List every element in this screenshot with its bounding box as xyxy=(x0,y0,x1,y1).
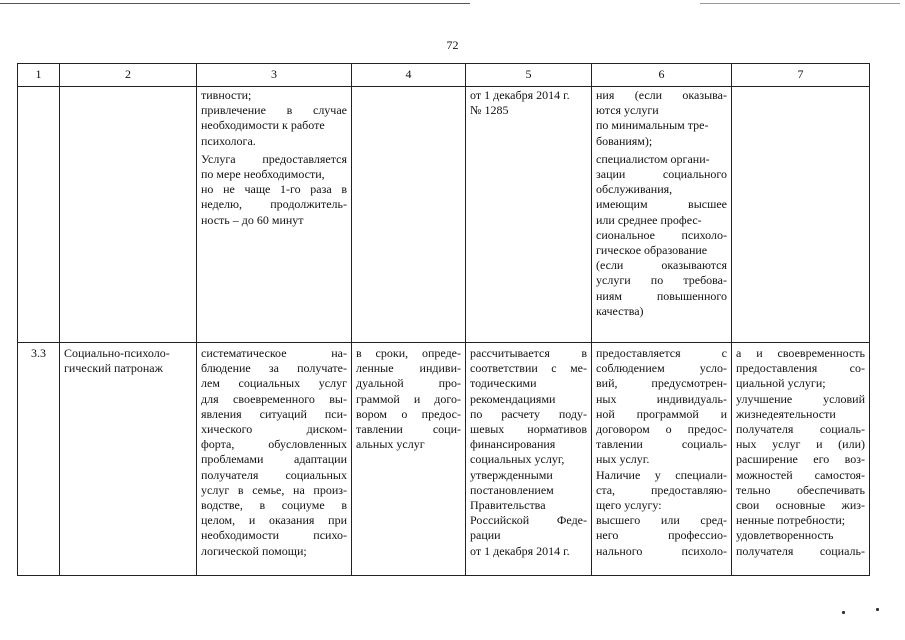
cell-text-line: гический патронаж xyxy=(64,361,163,376)
cell-text-line: ются услуги xyxy=(596,103,659,118)
cell-text-line: высшего или сред- xyxy=(596,513,727,528)
cell-text-line: но не чаще 1-го раза в xyxy=(201,182,347,197)
cell-text-line: шевых нормативов xyxy=(470,422,587,437)
cell-number: 3.3 xyxy=(18,343,60,576)
cell-text-line: дуальной про- xyxy=(356,376,461,391)
cell-text-line: необходимости психо- xyxy=(201,528,347,543)
cell-text-line: циальной услуги; xyxy=(736,376,826,391)
cell-text-line: привлечение в случае xyxy=(201,103,347,118)
cell-text-line: Наличие у специали- xyxy=(596,467,727,482)
column-header: 4 xyxy=(352,64,466,87)
cell-text-line: для своевременного вы- xyxy=(201,391,347,406)
cell-text-line: ных услуг. xyxy=(596,452,650,467)
cell-text-line: получателя социальных xyxy=(201,467,347,482)
column-header: 3 xyxy=(197,64,352,87)
column-header: 6 xyxy=(592,64,732,87)
services-table xyxy=(17,63,870,576)
cell-text-line: ния (если оказыва- xyxy=(596,88,727,102)
cell-conditions xyxy=(592,343,732,576)
cell-text-line: хического диском- xyxy=(201,422,347,437)
column-header: 7 xyxy=(732,64,870,87)
cell-text-line: по минимальным тре- xyxy=(596,118,709,133)
cell-text-line: получателя социаль- xyxy=(736,422,865,437)
cell-text-line: улучшение условий xyxy=(736,391,865,406)
cell-service-description xyxy=(197,87,352,343)
cell-text-line: вором о предос- xyxy=(356,406,461,421)
scan-speck xyxy=(842,611,845,614)
cell-text-line: систематическое на- xyxy=(201,346,347,360)
cell-text-line: ных услуг и (или) xyxy=(736,437,865,452)
cell-text-line: тивности; xyxy=(201,88,252,102)
cell-text-line: логической помощи; xyxy=(201,543,307,558)
cell-text-line: свои основные жиз- xyxy=(736,498,865,513)
cell-text-line: договором о предос- xyxy=(596,422,727,437)
cell-text-line: блюдение за получате- xyxy=(201,361,347,376)
cell-text-line: Социально-психоло- xyxy=(64,346,170,360)
cell-service-name xyxy=(60,87,197,343)
cell-text-line: нального психоло- xyxy=(596,543,727,558)
cell-number xyxy=(18,87,60,343)
cell-text-line: ниям повышенного xyxy=(596,288,727,303)
cell-text-line: проблемами адаптации xyxy=(201,452,347,467)
cell-text-line: психолога. xyxy=(201,133,256,148)
cell-text-line: № 1285 xyxy=(470,103,509,118)
cell-text-line: ненные потребности; xyxy=(736,513,846,528)
cell-text-line: гическое образование xyxy=(596,243,708,258)
cell-text-line: удовлетворенность xyxy=(736,528,834,543)
cell-text-line: целом, и оказания при xyxy=(201,513,347,528)
cell-text-line: лем социальных услуг xyxy=(201,376,347,391)
scan-artifact-line xyxy=(700,3,900,4)
cell-text-line: специалистом органи- xyxy=(596,151,710,166)
cell-text-line: в сроки, опреде- xyxy=(356,346,461,360)
cell-text-line: Услуга предоставляется xyxy=(201,151,347,166)
scan-speck xyxy=(876,608,879,611)
cell-text-line: услуг в семье, на произ- xyxy=(201,482,347,497)
cell-text-line: имеющим высшее xyxy=(596,197,727,212)
column-header: 1 xyxy=(18,64,60,87)
scan-artifact-line xyxy=(0,3,470,4)
cell-text-line: необходимости к работе xyxy=(201,118,325,133)
cell-text-line: по расчету поду- xyxy=(470,406,587,421)
cell-text-line: а и своевременность xyxy=(736,346,865,360)
cell-text-line: обслуживания, xyxy=(596,182,673,197)
cell-text-line: бованиям); xyxy=(596,133,653,148)
cell-conditions xyxy=(592,87,732,343)
column-header: 2 xyxy=(60,64,197,87)
cell-text-line: ность – до 60 минут xyxy=(201,212,304,227)
cell-timing xyxy=(352,87,466,343)
cell-quality-indicators xyxy=(732,87,870,343)
cell-timing xyxy=(352,343,466,576)
cell-text-line: граммой и дого- xyxy=(356,391,461,406)
column-header: 5 xyxy=(466,64,592,87)
cell-text-line: тодическими xyxy=(470,376,537,391)
cell-text-line: от 1 декабря 2014 г. xyxy=(470,88,570,102)
cell-text-line: ста, предоставляю- xyxy=(596,482,727,497)
cell-text-line: получателя социаль- xyxy=(736,543,865,558)
cell-text-line: вий, предусмотрен- xyxy=(596,376,727,391)
cell-text-line: предоставления со- xyxy=(736,361,865,376)
cell-text-line: Правительства xyxy=(470,498,546,513)
cell-text-line: форта, обусловленных xyxy=(201,437,347,452)
cell-text-line: рации xyxy=(470,528,501,543)
page-number: 72 xyxy=(446,38,459,52)
cell-text-line: тельно обеспечивать xyxy=(736,482,865,497)
cell-text-line: Российской Феде- xyxy=(470,513,587,528)
cell-text-line: утвержденными xyxy=(470,467,553,482)
cell-text-line: явления ситуаций пси- xyxy=(201,406,347,421)
cell-text-line: можностей самостоя- xyxy=(736,467,865,482)
cell-tariff xyxy=(466,343,592,576)
cell-text-line: альных услуг xyxy=(356,437,425,452)
cell-text-line: социальных услуг, xyxy=(470,452,565,467)
cell-text-line: тавлении соци- xyxy=(356,422,461,437)
cell-tariff xyxy=(466,87,592,343)
cell-text-line: рассчитывается в xyxy=(470,346,587,360)
cell-text-line: жизнедеятельности xyxy=(736,406,836,421)
cell-text-line: ной программой и xyxy=(596,406,727,421)
cell-service-description xyxy=(197,343,352,576)
cell-text-line: соблюдением усло- xyxy=(596,361,727,376)
cell-text-line: него профессио- xyxy=(596,528,727,543)
cell-text-line: постановлением xyxy=(470,482,554,497)
cell-text-line: водстве, в социуме в xyxy=(201,498,347,513)
cell-text-line: расширение его воз- xyxy=(736,452,865,467)
table-header-row xyxy=(18,64,870,87)
cell-text-line: щего услугу: xyxy=(596,498,662,513)
table-row-3-3 xyxy=(18,343,870,576)
cell-text-line: соответствии с ме- xyxy=(470,361,587,376)
cell-text-line: (если оказываются xyxy=(596,258,727,273)
cell-text-line: от 1 декабря 2014 г. xyxy=(470,543,570,558)
cell-text-line: неделю, продолжитель- xyxy=(201,197,347,212)
cell-text-line: предоставляется с xyxy=(596,346,727,360)
cell-text-line: или среднее профес- xyxy=(596,212,702,227)
table-row-continued xyxy=(18,87,870,343)
cell-text-line: зации социального xyxy=(596,167,727,182)
cell-text-line: качества) xyxy=(596,303,644,318)
cell-text-line: по мере необходимости, xyxy=(201,167,325,182)
cell-text-line: рекомендациями xyxy=(470,391,556,406)
cell-text-line: финансирования xyxy=(470,437,556,452)
cell-text-line: сиональное психоло- xyxy=(596,227,727,242)
cell-text-line: ленные индиви- xyxy=(356,361,461,376)
cell-text-line: тавлении социаль- xyxy=(596,437,727,452)
cell-text-line: услуги по требова- xyxy=(596,273,727,288)
cell-quality-indicators xyxy=(732,343,870,576)
cell-text-line: ных индивидуаль- xyxy=(596,391,727,406)
cell-service-name xyxy=(60,343,197,576)
